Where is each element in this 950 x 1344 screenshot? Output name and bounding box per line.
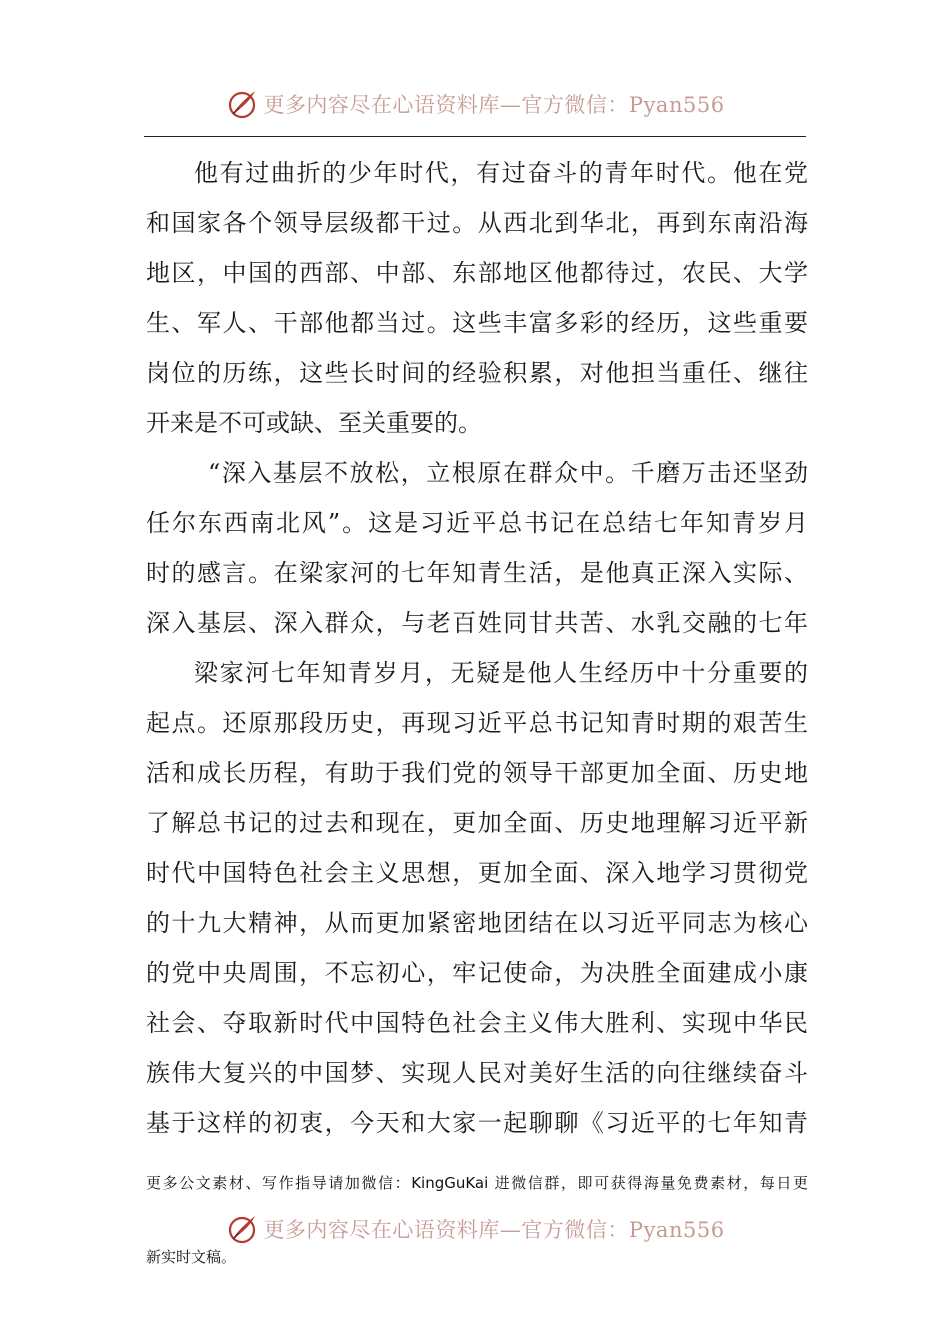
text-line: 梁家河七年知青岁月，无疑是他人生经历中十分重要的: [194, 659, 808, 687]
footer-banner: [0, 1209, 950, 1249]
text-line: 和国家各个领导层级都干过。从西北到华北，再到东南沿海: [146, 209, 808, 237]
text-line: 时的感言。在梁家河的七年知青生活，是他真正深入实际、: [146, 559, 808, 587]
paragraph-2: [146, 448, 808, 648]
text-line: 开来是不可或缺、至关重要的。: [146, 409, 482, 437]
text-line: 族伟大复兴的中国梦、实现人民对美好生活的向往继续奋斗: [146, 1059, 808, 1087]
footer-note-continued: 新实时文稿。: [146, 1248, 237, 1266]
text-line: 任尔东西南北风”。这是习近平总书记在总结七年知青岁月: [146, 509, 808, 537]
paragraph-3: [146, 648, 808, 1148]
text-line: “深入基层不放松，立根原在群众中。千磨万击还坚劲: [208, 459, 808, 487]
text-line: 岗位的历练，这些长时间的经验积累，对他担当重任、继往: [146, 359, 808, 387]
quill-pen-circle-icon: [225, 1212, 259, 1246]
text-line: 了解总书记的过去和现在，更加全面、历史地理解习近平新: [146, 809, 808, 837]
text-line: 的十九大精神，从而更加紧密地团结在以习近平同志为核心: [146, 909, 808, 937]
document-body: [146, 148, 808, 1148]
text-line: 他有过曲折的少年时代，有过奋斗的青年时代。他在党: [194, 159, 808, 187]
quill-pen-circle-icon: [225, 87, 259, 121]
text-line: 社会、夺取新时代中国特色社会主义伟大胜利、实现中华民: [146, 1009, 808, 1037]
text-line: 地区，中国的西部、中部、东部地区他都待过，农民、大学: [146, 259, 808, 287]
text-line: 深入基层、深入群众，与老百姓同甘共苦、水乳交融的七年: [146, 609, 808, 637]
header-banner: [0, 84, 950, 124]
text-line: 的党中央周围，不忘初心，牢记使命，为决胜全面建成小康: [146, 959, 808, 987]
footer-banner-text: 更多内容尽在心语资料库—官方微信：Pyan556: [263, 1218, 725, 1242]
header-divider: [144, 136, 806, 137]
footer-note: 更多公文素材、写作指导请加微信：KingGuKai 进微信群，即可获得海量免费素材，每日更: [146, 1174, 808, 1192]
header-banner-text: 更多内容尽在心语资料库—官方微信：Pyan556: [263, 93, 725, 117]
text-line: 活和成长历程，有助于我们党的领导干部更加全面、历史地: [146, 759, 808, 787]
text-line: 起点。还原那段历史，再现习近平总书记知青时期的艰苦生: [146, 709, 808, 737]
text-line: 时代中国特色社会主义思想，更加全面、深入地学习贯彻党: [146, 859, 808, 887]
text-line: 基于这样的初衷，今天和大家一起聊聊《习近平的七年知青: [146, 1109, 808, 1137]
paragraph-1: [146, 148, 808, 448]
text-line: 生、军人、干部他都当过。这些丰富多彩的经历，这些重要: [146, 309, 808, 337]
